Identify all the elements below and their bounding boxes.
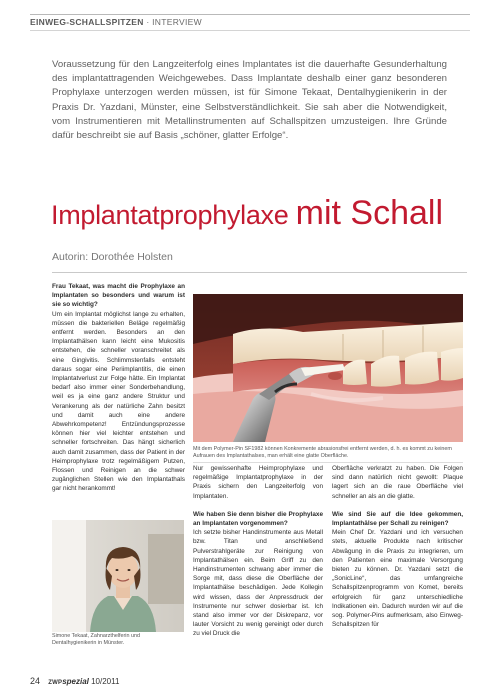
headline-part-1: Implantatprophylaxe [51, 200, 296, 230]
dental-procedure-photo [193, 294, 463, 442]
issue-number: 10/2011 [91, 677, 120, 686]
brand-prefix: ZWP [48, 680, 63, 686]
page-footer [30, 676, 119, 686]
publication-brand [48, 677, 89, 686]
author-rule [52, 272, 467, 273]
headline-part-2: mit Schall [295, 194, 444, 232]
portrait-caption: Simone Tekaat, Zahnarzthelferin und Dentalhygienikerin in Münster. [52, 633, 140, 647]
middle-column [193, 464, 323, 639]
page-number: 24 [30, 676, 41, 686]
right-intro: Oberfläche verkratzt zu haben. Die Folgen sind dann natürlich nicht gewollt: Plaque lagert sich an die raue Oberfläche viel schneller an als an die glatte. [332, 465, 463, 500]
middle-answer: Ich setzte bisher Handinstrumente aus Metall bzw. Titan und anschließend Pulverstrahlgeräte zur Reinigung von Implantathälsen ein. Beim Griff zu den Handinstrumenten schwang aber immer die Sorge mit, dass diese die Oberfläche der Implantathälse beschädigen. Jede Kollegin wird wissen, dass der Anpressdruck der Instrumente nur schwer dosierbar ist. Ich stand also immer vor der Diskrepanz, vor lauter Vorsicht zu wenig gereinigt oder durch zu viel Druck die [193, 529, 323, 638]
right-column [332, 464, 463, 629]
portrait-illustration [52, 520, 184, 632]
portrait-photo [52, 520, 184, 632]
section-separator: · [143, 17, 153, 27]
middle-intro: Nur gewissenhafte Heimprophylaxe und regelmäßige Implantatprophylaxe in der Praxis sichern den Langzeiterfolg von Implantaten. [193, 465, 323, 500]
section-header [30, 17, 202, 27]
section-label: EINWEG-SCHALLSPITZEN [30, 17, 144, 27]
header-subrule [30, 30, 470, 31]
right-answer: Mein Chef Dr. Yazdani und ich versuchen stets, aktuelle Produkte nach kritischer Abwägung in die Praxis zu integrieren, um den Patienten eine maximale Versorgung bieten zu können. Dr. Yazdani setzt die „SonicLine“, das umfangreiche Schallspitzenprogramm von Komet, bereits erfolgreich für ganz unterschiedliche Indikationen ein. Dadurch wurden wir auf die sog. Polymer-Pins aufmerksam, also Einweg-Schallspitzen für [332, 529, 463, 629]
brand-suffix: spezial [62, 677, 89, 686]
article-headline [51, 196, 443, 230]
lead-paragraph: Voraussetzung für den Langzeiterfolg eines Implantates ist die dauerhafte Gesunderhaltung des implantattragenden Weichgewebes. Dass Implantate deshalb einer ganz besonderen Prophylaxe unterzogen werden müssen, ist für Simone Tekaat, Dentalhygienikerin in der Praxis Dr. Yazdani, Münster, eine Selbstverständlichkeit. Sie sah aber die Notwendigkeit, vom Instrumentieren mit Metallinstrumenten auf Schallspitzen umzusteigen. Ihre Gründe dafür beschreibt sie auf Basis „schöner, glatter Erfolge“. [52, 59, 447, 142]
header-rule [30, 14, 470, 15]
photo-caption: Mit dem Polymer-Pin SF1982 können Konkremente abrasionsfrei entfernt werden, d. h. es kommt zu keinem Aufrauen des Implantathalses, man erhält eine glatte Oberfläche. [193, 446, 452, 460]
author-line: Autorin: Dorothée Holsten [52, 251, 173, 263]
dental-photo-illustration [193, 294, 463, 442]
left-column [52, 282, 185, 494]
left-answer: Um ein Implantat möglichst lange zu erhalten, müssen die bakteriellen Beläge regelmäßig entfernt werden. Besonders an den Implantathälsen kann leicht eine Mukositis entstehen, die schneller voranschreitet als eine Gingivitis. Schlimmstenfalls entsteht daraus sogar eine Periimplantitis, die einen Implantatverlust zur Folge hätte. Ein Implantat bedarf also immer einer Sonderbehandlung, weil es ja eine ganz andere Struktur und Verankerung als der natürliche Zahn besitzt und damit auch eine andere Abwehrkompetenz! Entzündungsprozesse können hier viel leichter entstehen und schneller fortschreiten. Das hängt sicherlich auch damit zusammen, dass der Patient in der Heimprophylaxe trotz regelmäßigem Putzen, Flossen und Reinigen an die schwer zugänglichen Stellen wie den Implantathals gar nicht herankommt! [52, 310, 185, 493]
right-question: Wie sind Sie auf die Idee gekommen, Implantathälse per Schall zu reinigen? [332, 510, 463, 528]
left-question: Frau Tekaat, was macht die Prophylaxe an Implantaten so besonders und warum ist sie so wichtig? [52, 283, 185, 309]
middle-question: Wie haben Sie denn bisher die Prophylaxe an Implantaten vorgenommen? [193, 510, 323, 528]
caption-rule [193, 462, 463, 463]
section-category: INTERVIEW [152, 17, 202, 27]
